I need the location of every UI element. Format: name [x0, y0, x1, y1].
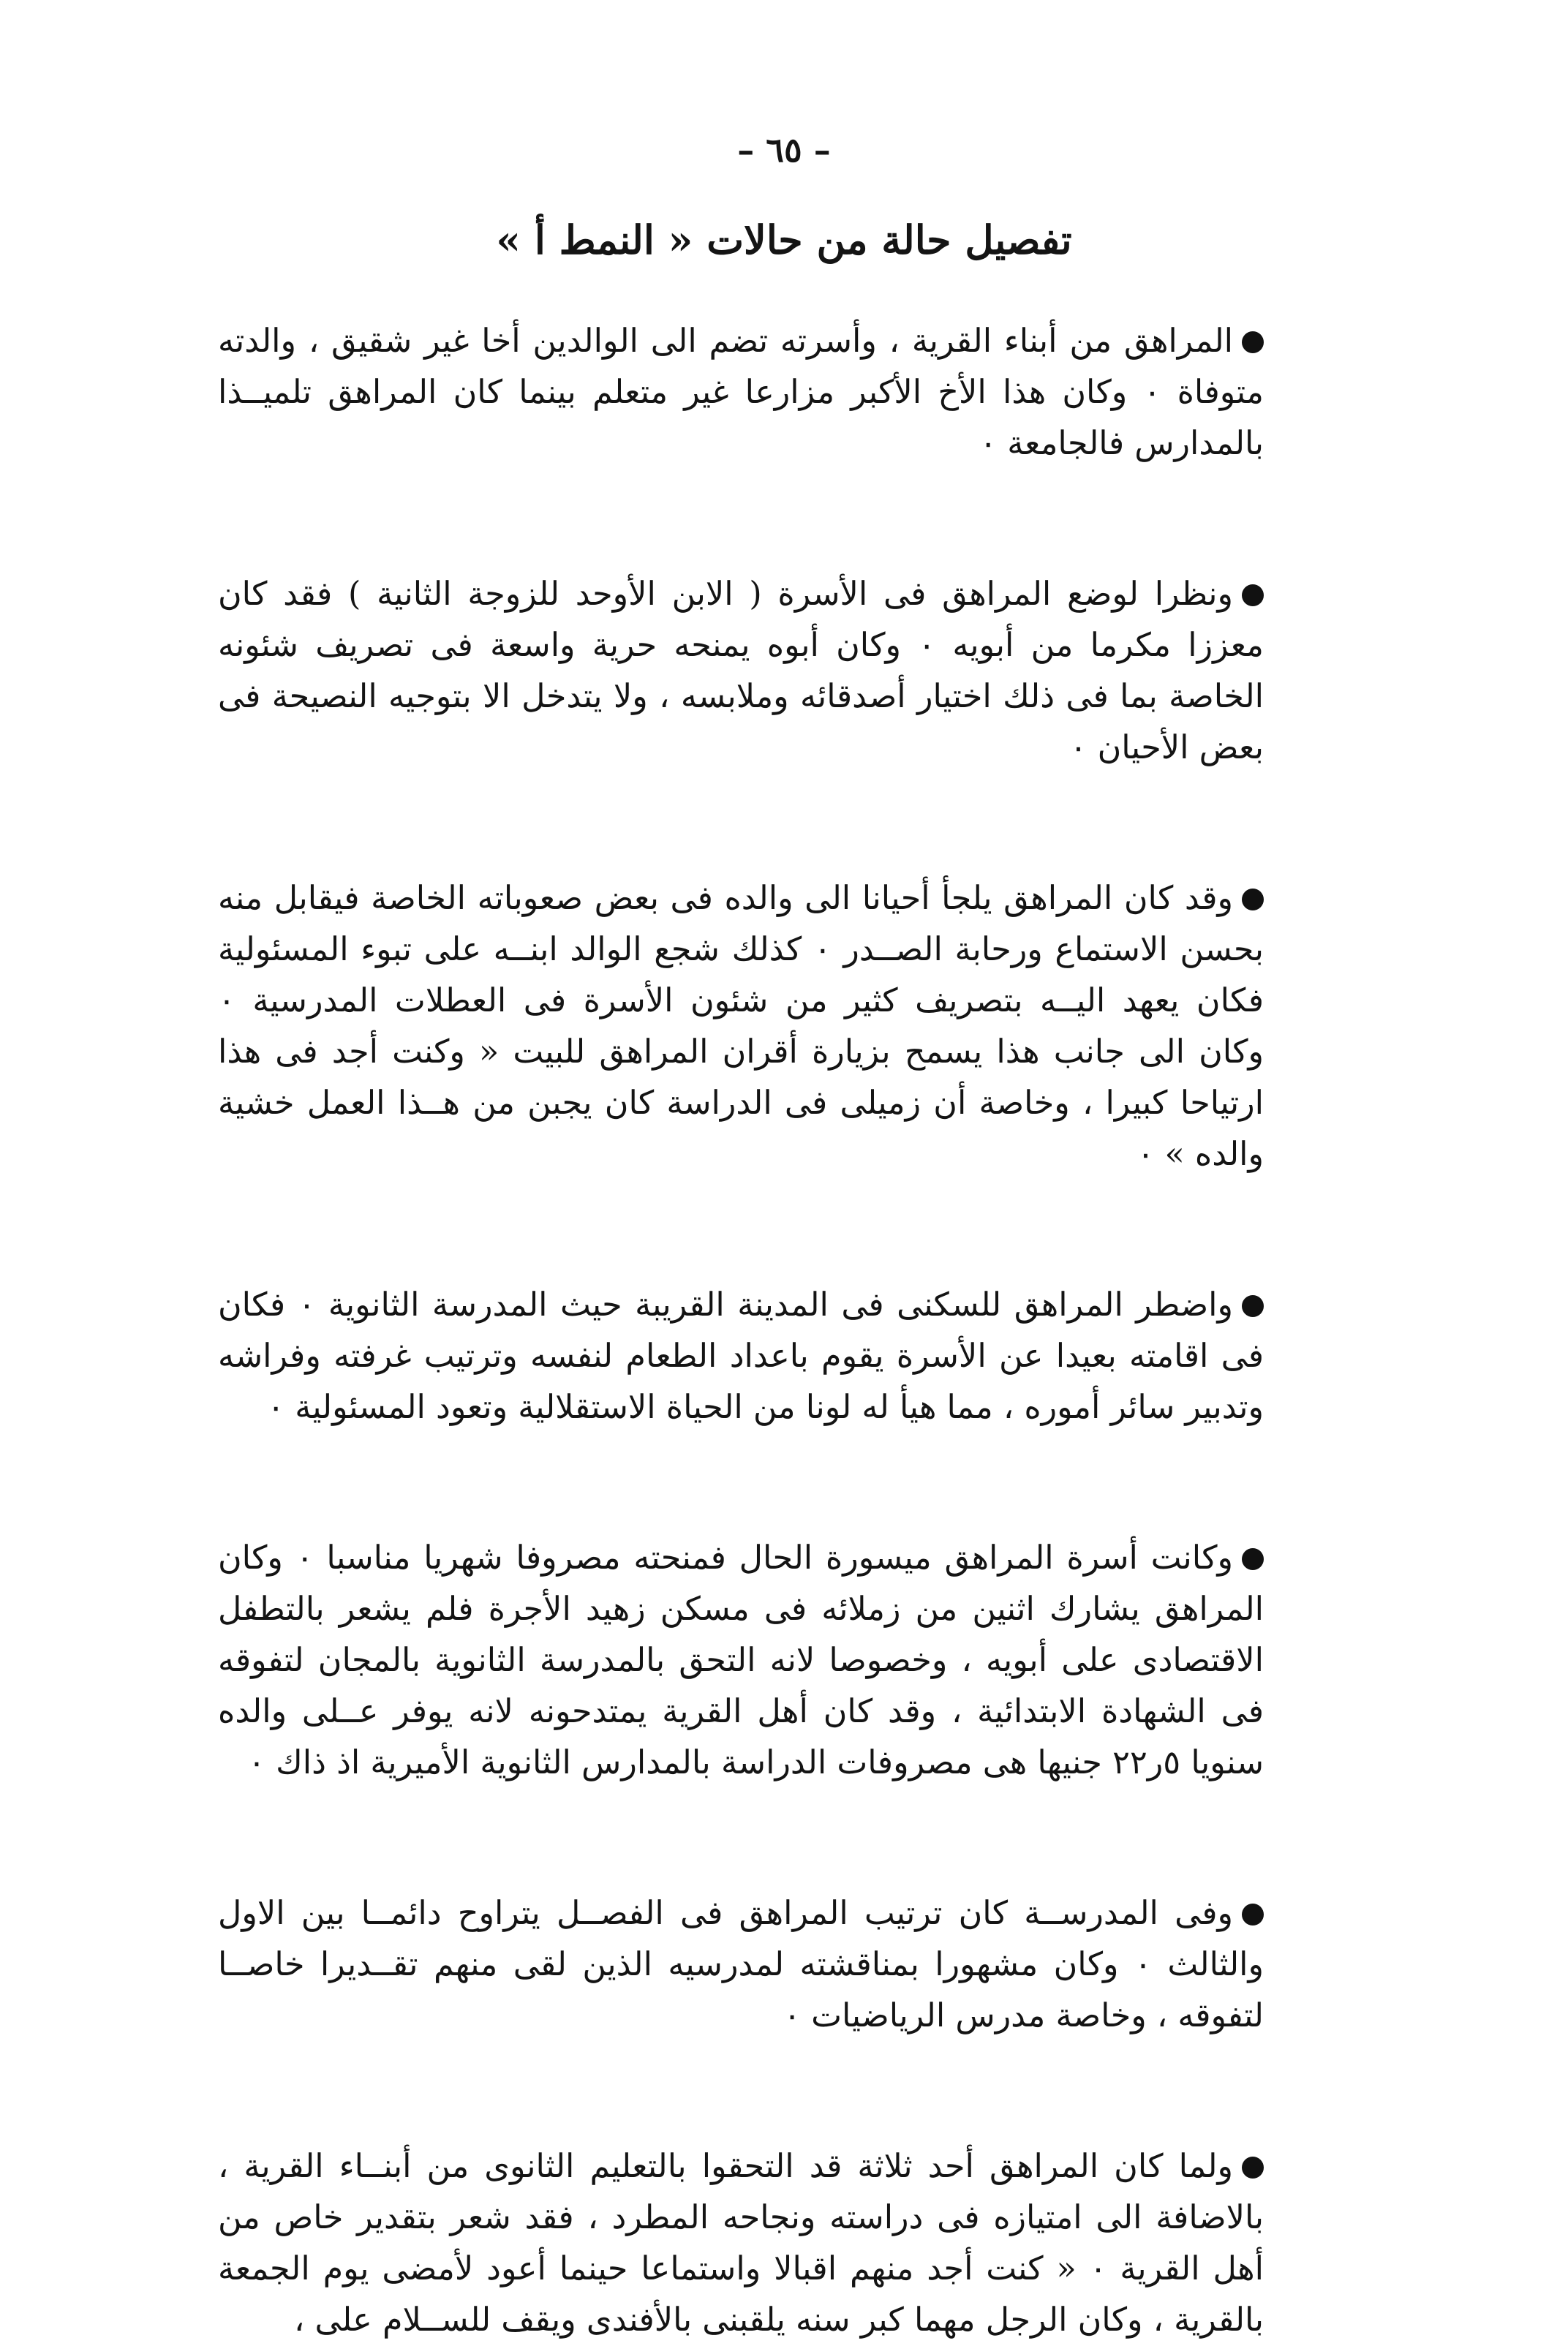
bullet-icon: [1242, 1295, 1264, 1317]
bullet-icon: [1242, 584, 1264, 606]
section-heading: تفصيل حالة من حالات « النمط أ »: [496, 216, 1072, 263]
bullet-icon: [1242, 889, 1264, 910]
paragraph-text: وكانت أسرة المراهق ميسورة الحال فمنحته مصروفا شهريا مناسبا ٠ وكان المراهق يشارك اثنين من زملائه فى مسكن زهيد الأجرة فلم يشعر بالتطفل الاقتصادى على أبويه ، وخصوصا لانه التحق بالمدرسة الثانوية بالمجان لتفوقه فى الشهادة الابتدائية ، وقد كان أهل القرية يمتدحونه لانه يوفر عــلى والده سنويا ٥ر٢٢ جنيها هى مصروفات الدراسة بالمدارس الثانوية الأميرية اذ ذاك ٠: [218, 1539, 1264, 1781]
page-number: – ٦٥ –: [737, 130, 831, 170]
paragraph-text: وقد كان المراهق يلجأ أحيانا الى والده فى بعض صعوباته الخاصة فيقابل منه بحسن الاستماع ورحابة الصــدر ٠ كذلك شجع الوالد ابنــه على تبوء المسئولية فكان يعهد اليــه بتصريف كثير من شئون الأسرة فى العطلات المدرسية ٠ وكان الى جانب هذا يسمح بزيارة أقران المراهق للبيت « وكنت أجد فى هذا ارتياحا كبيرا ، وخاصة أن زميلى فى الدراسة كان يجبن من هــذا العمل خشية والده » ٠: [218, 880, 1264, 1173]
paragraph-text: وفى المدرســة كان ترتيب المراهق فى الفصــل يتراوح دائمــا بين الاول والثالث ٠ وكان مشهورا بمناقشته لمدرسيه الذين لقى منهم تقــديرا خاصــا لتفوقه ، وخاصة مدرس الرياضيات ٠: [218, 1895, 1264, 2034]
bullet-icon: [1242, 2157, 1264, 2179]
paragraph: [218, 1888, 1264, 2042]
paragraph-text: واضطر المراهق للسكنى فى المدينة القريبة حيث المدرسة الثانوية ٠ فكان فى اقامته بعيدا عن الأسرة يقوم باعداد الطعام لنفسه وترتيب غرفته وفراشه وتدبير سائر أموره ، مما هيأ له لونا من الحياة الاستقلالية وتعود المسئولية ٠: [218, 1286, 1264, 1426]
paragraph-text: ونظرا لوضع المراهق فى الأسرة ( الابن الأوحد للزوجة الثانية ) فقد كان معززا مكرما من أبويه ٠ وكان أبوه يمنحه حرية واسعة فى تصريف شئونه الخاصة بما فى ذلك اختيار أصدقائه وملابسه ، ولا يتدخل الا بتوجيه النصيحة فى بعض الأحيان ٠: [218, 576, 1264, 766]
bullet-icon: [1242, 331, 1264, 353]
bullet-icon: [1242, 1548, 1264, 1570]
paragraph-text: المراهق من أبناء القرية ، وأسرته تضم الى الوالدين أخا غير شقيق ، والدته متوفاة ٠ وكان هذا الأخ الأكبر مزارعا غير متعلم بينما كان المراهق تلميــذا بالمدارس فالجامعة ٠: [218, 323, 1264, 462]
paragraph: [218, 873, 1264, 1180]
paragraph: [218, 2141, 1264, 2346]
paragraph: [218, 316, 1264, 469]
paragraph: [218, 1280, 1264, 1433]
paragraph: [218, 569, 1264, 774]
paragraph: [218, 1533, 1264, 1789]
paragraph-text: ولما كان المراهق أحد ثلاثة قد التحقوا بالتعليم الثانوى من أبنــاء القرية ، بالاضافة الى امتيازه فى دراسته ونجاحه المطرد ، فقد شعر بتقدير خاص من أهل القرية ٠ « كنت أجد منهم اقبالا واستماعا حينما أعود لأمضى يوم الجمعة بالقرية ، وكان الرجل مهما كبر سنه يلقبنى بالأفندى ويقف للســلام على ،: [218, 2148, 1264, 2339]
body-text: [218, 316, 1264, 2346]
bullet-icon: [1242, 1904, 1264, 1926]
